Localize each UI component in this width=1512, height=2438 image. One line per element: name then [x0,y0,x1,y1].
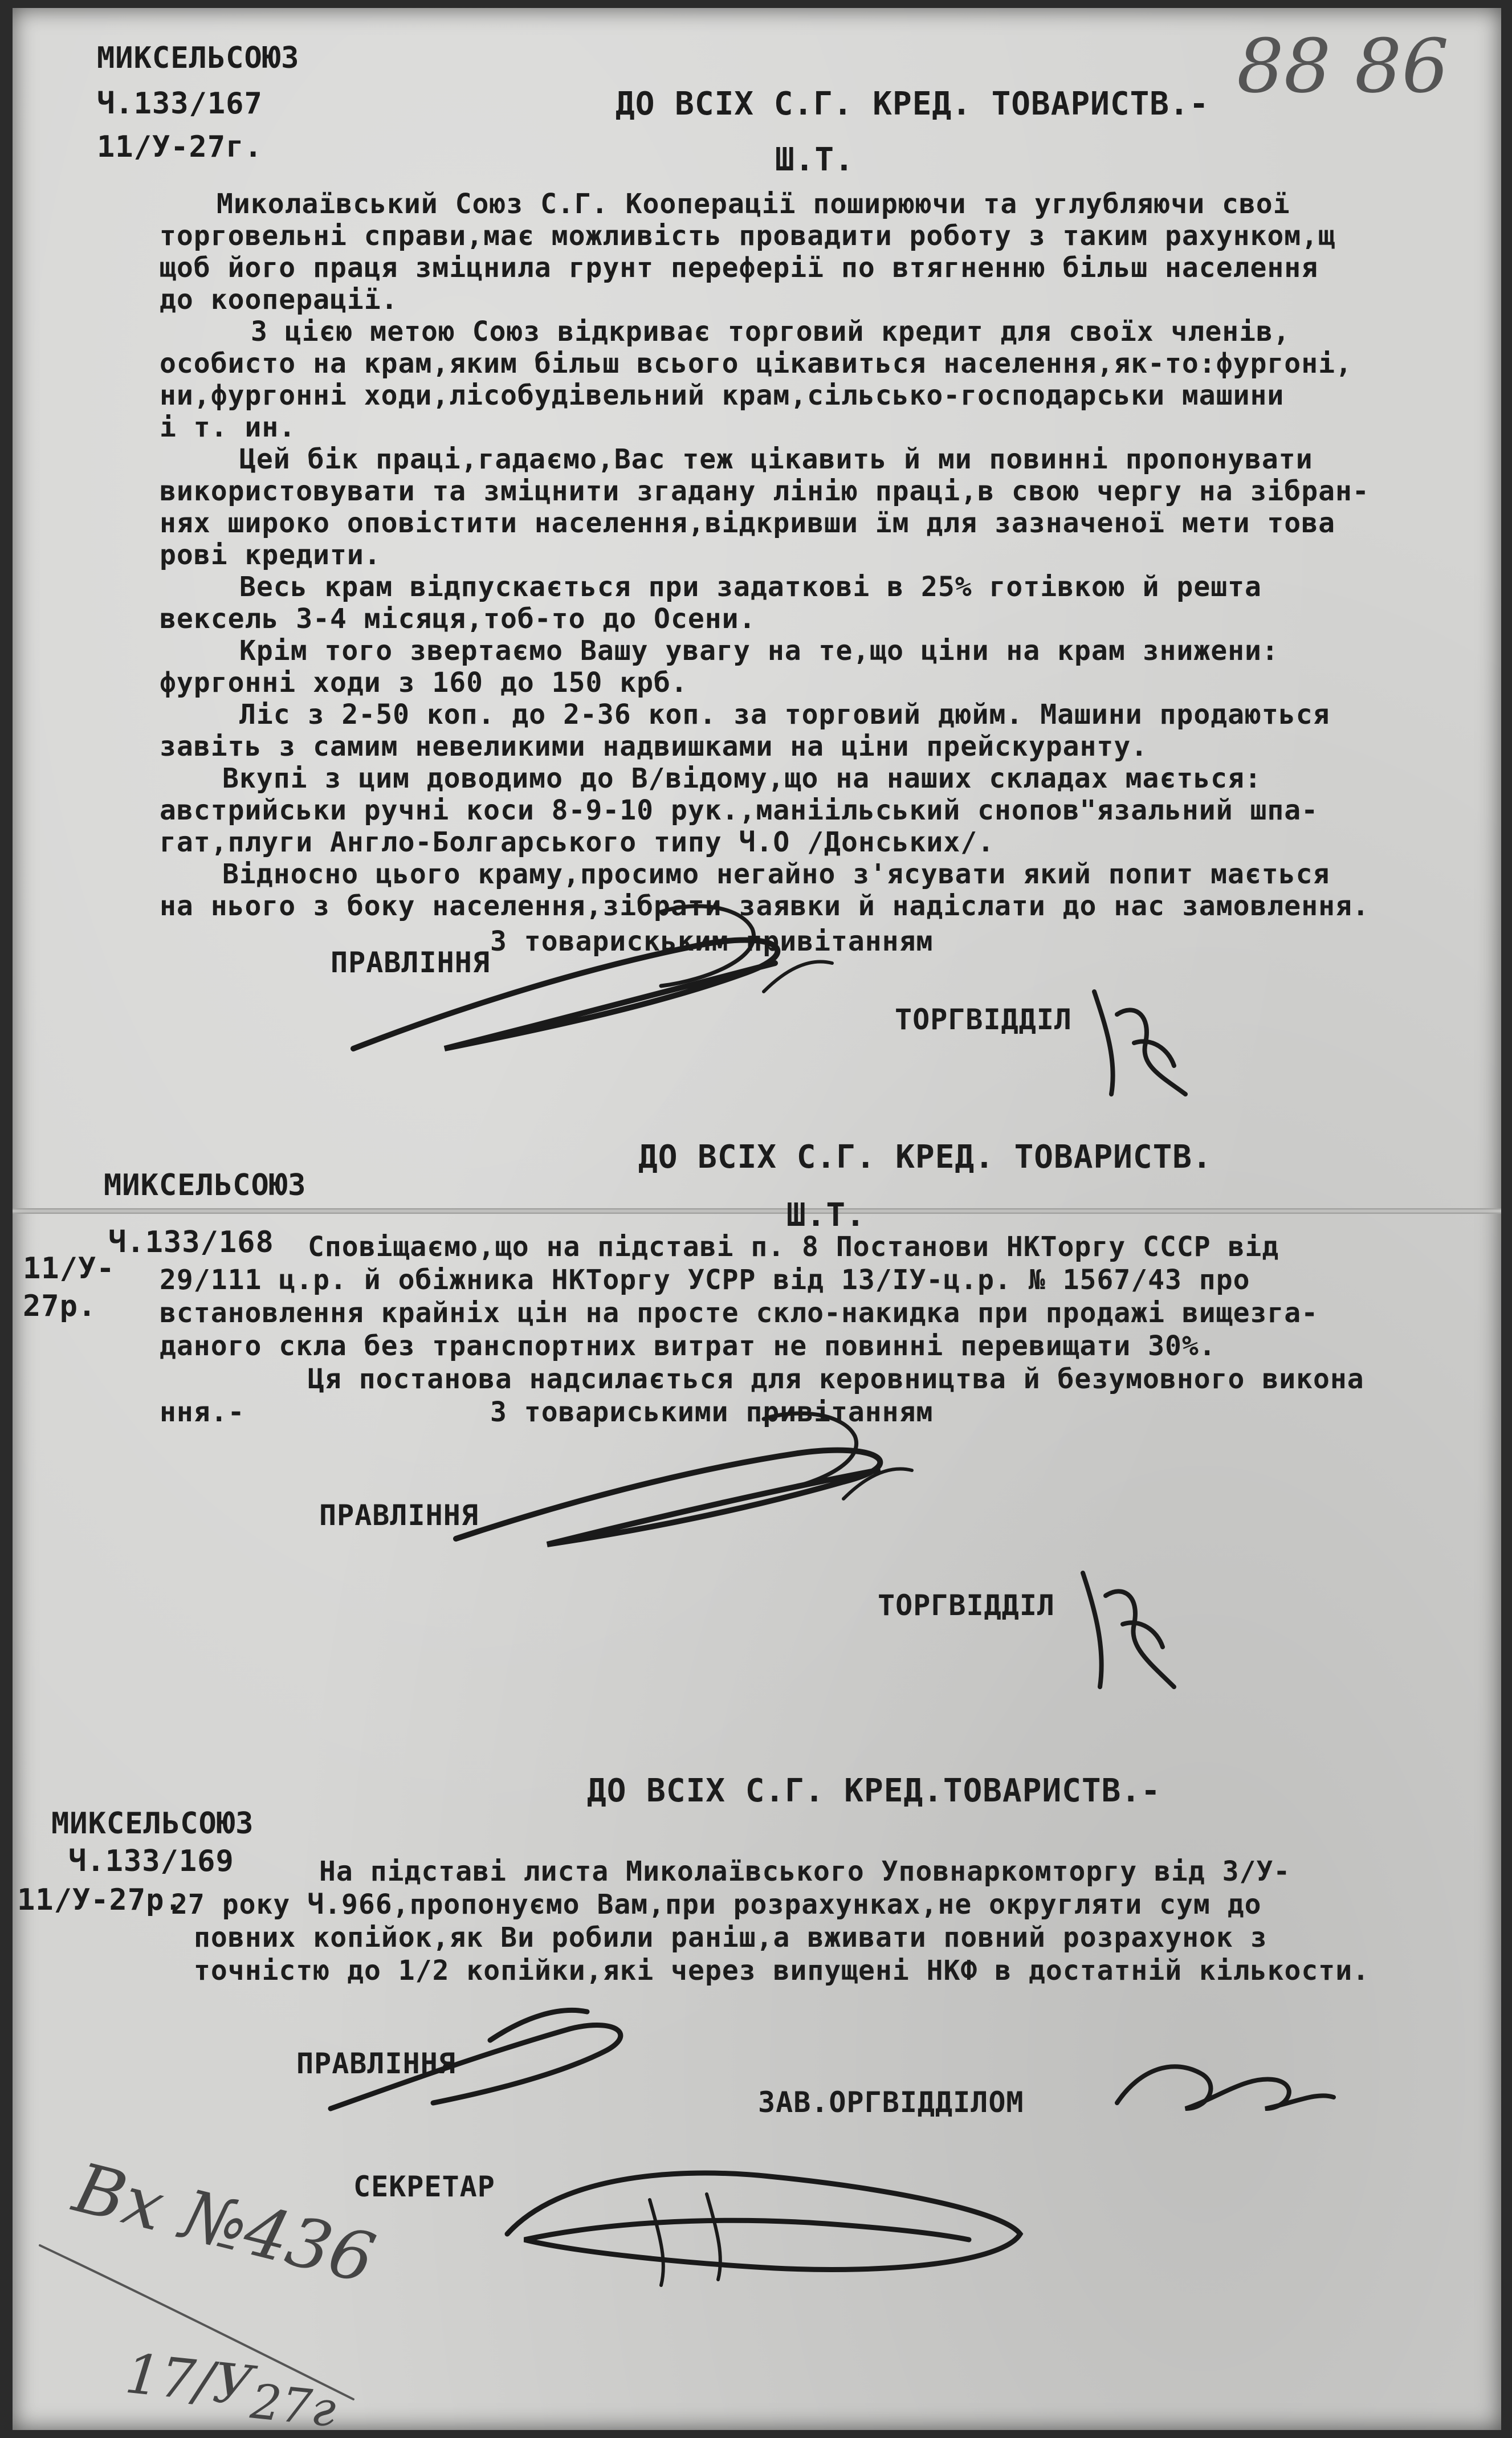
signature-mark [319,1983,752,2131]
letter-2-line: 29/111 ц.р. й обіжника НКТоргу УСРР від 13/ІУ-ц.р. № 1567/43 про [160,1264,1250,1296]
letter-1-line: Весь крам відпускається при задаткові в 25% готівкою й решта [239,571,1262,603]
signature-mark [490,2154,1037,2302]
letter-1-line: З цією метою Союз відкриває торговий кредит для своїх членів, [251,316,1290,348]
signature-mark [445,1391,957,1584]
signature-mark [1071,1562,1197,1698]
letter-1-title: ДО ВСІХ С.Г. КРЕД. ТОВАРИСТВ.- [616,85,1209,123]
archive-mark: 88 86 [1237,23,1449,109]
letter-1-line: Цей бік праці,гадаємо,Вас теж цікавить й ми повинні пропонувати [239,443,1313,475]
letter-1-line: вексель 3-4 місяця,тоб-то до Осени. [160,603,756,635]
letter-2-salutation: Ш.Т. [786,1197,866,1234]
letter-1-line: Миколаївський Союз С.Г. Кооперації поширюючи та углубляючи свої [217,188,1290,220]
letter-1-line: Крім того звертаємо Вашу увагу на те,що ціни на крам знижени: [239,635,1279,667]
letter-1-line: щоб його праця зміцнила грунт переферії по втягненню більш населення [160,252,1319,284]
letter-1-line: гат,плуги Англо-Болгарського типу Ч.О /Донських/. [160,826,995,858]
letter-2-line: ння.- [160,1396,245,1428]
letter-3-number: Ч.133/169 [68,1844,234,1878]
letter-2-greeting: З товариськими привітанням [490,1396,934,1428]
letter-2-line: Сповіщаємо,що на підставі п. 8 Постанови НКТоргу СССР від [308,1231,1279,1263]
letter-1-line: Відносно цього краму,просимо негайно з'ясувати який попит мається [222,858,1330,890]
letter-1-line: до кооперації. [160,284,398,316]
letter-1-sig-left: ПРАВЛІННЯ [331,946,490,979]
letter-3-line: точністю до 1/2 копійки,які через випущені НКФ в достатній кількости. [194,1955,1370,1987]
letter-3-line: повних копійок,як Ви робили раніш,а вживати повний розрахунок з [194,1922,1268,1954]
incoming-date-a: 17/У [122,2341,256,2419]
letter-1-line: завіть з самим невеликими надвишками на ціни прейскуранту. [160,731,1148,763]
letter-2-number: Ч.133/168 [108,1225,274,1259]
stamp-underline [34,2240,376,2411]
letter-1-line: фургонні ходи з 160 до 150 крб. [160,667,688,699]
letter-2-date-b: 27р. [23,1289,97,1323]
letter-1-line: особисто на крам,яким більш всього цікавиться населення,як-то:фургоні, [160,348,1352,380]
letter-1-line: на нього з боку населення,зібрати заявки й надіслати до нас замовлення. [160,890,1370,922]
letter-1-number: Ч.133/167 [97,87,263,121]
signature-mark [1083,980,1208,1106]
letter-2-date-a: 11/У- [23,1251,115,1286]
page-fold [13,1208,1501,1214]
letter-1-line: австрийськи ручні коси 8-9-10 рук.,маніільський снопов"язальний шпа- [160,794,1319,826]
letter-1-line: використовувати та зміцнити згадану лінію праці,в свою чергу на зібран- [160,475,1370,507]
letter-1-line: Ліс з 2-50 коп. до 2-36 коп. за торговий дюйм. Машини продаються [239,699,1330,731]
letter-1-org: МИКСЕЛЬСОЮЗ [97,41,300,75]
letter-2-org: МИКСЕЛЬСОЮЗ [104,1168,307,1202]
letter-2-line: даного скла без транспортних витрат не повинні перевищати 30%. [160,1330,1216,1362]
letter-3-line: 27 року Ч.966,пропонуємо Вам,при розрахунках,не округляти сум до [171,1889,1262,1921]
letter-3-org: МИКСЕЛЬСОЮЗ [51,1807,254,1841]
letter-2-title: ДО ВСІХ С.Г. КРЕД. ТОВАРИСТВ. [638,1139,1212,1176]
incoming-date-b: 27г [248,2373,339,2438]
letter-3-sig-left: ПРАВЛІННЯ [296,2047,456,2080]
letter-3-line: На підставі листа Миколаївського Уповнаркомторгу від 3/У- [319,1856,1291,1887]
letter-1-line: ни,фургонні ходи,лісобудівельний крам,сільсько-господарськи машини [160,380,1285,411]
letter-1-salutation: Ш.Т. [775,141,854,178]
signature-mark [342,878,855,1094]
letter-1-line: і т. ин. [160,411,296,443]
letter-1-sig-right: ТОРГВІДДІЛ [895,1003,1073,1036]
incoming-number: Вх №436 [66,2148,382,2300]
letter-2-line: встановлення крайніх цін на просте скло-накидка при продажі вищезга- [160,1297,1319,1329]
signature-mark [1106,2035,1345,2137]
letter-2-sig-left: ПРАВЛІННЯ [319,1499,479,1532]
letter-1-line: нях широко оповістити населення,відкривши їм для зазначеної мети това [160,507,1335,539]
letter-1-line: рові кредити. [160,539,381,571]
letter-1-line: Вкупі з цим доводимо до В/відому,що на наших складах мається: [222,763,1262,794]
letter-2-sig-right: ТОРГВІДДІЛ [878,1589,1055,1622]
letter-1-date: 11/У-27г. [97,130,263,164]
letter-3-title: ДО ВСІХ С.Г. КРЕД.ТОВАРИСТВ.- [587,1772,1161,1809]
letter-3-sig-bottom: СЕКРЕТАР [353,2170,495,2203]
letter-3-date: 11/У-27р. [17,1883,183,1917]
letter-1-greeting: З товарискьким привітанням [490,926,934,957]
letter-2-line: Ця постанова надсилається для керовництва й безумовного викона [308,1363,1364,1395]
letter-3-sig-right: ЗАВ.ОРГВІДДІЛОМ [758,2086,1024,2119]
letter-1-line: торговельні справи,має можливість провадити роботу з таким рахунком,щ [160,220,1335,252]
